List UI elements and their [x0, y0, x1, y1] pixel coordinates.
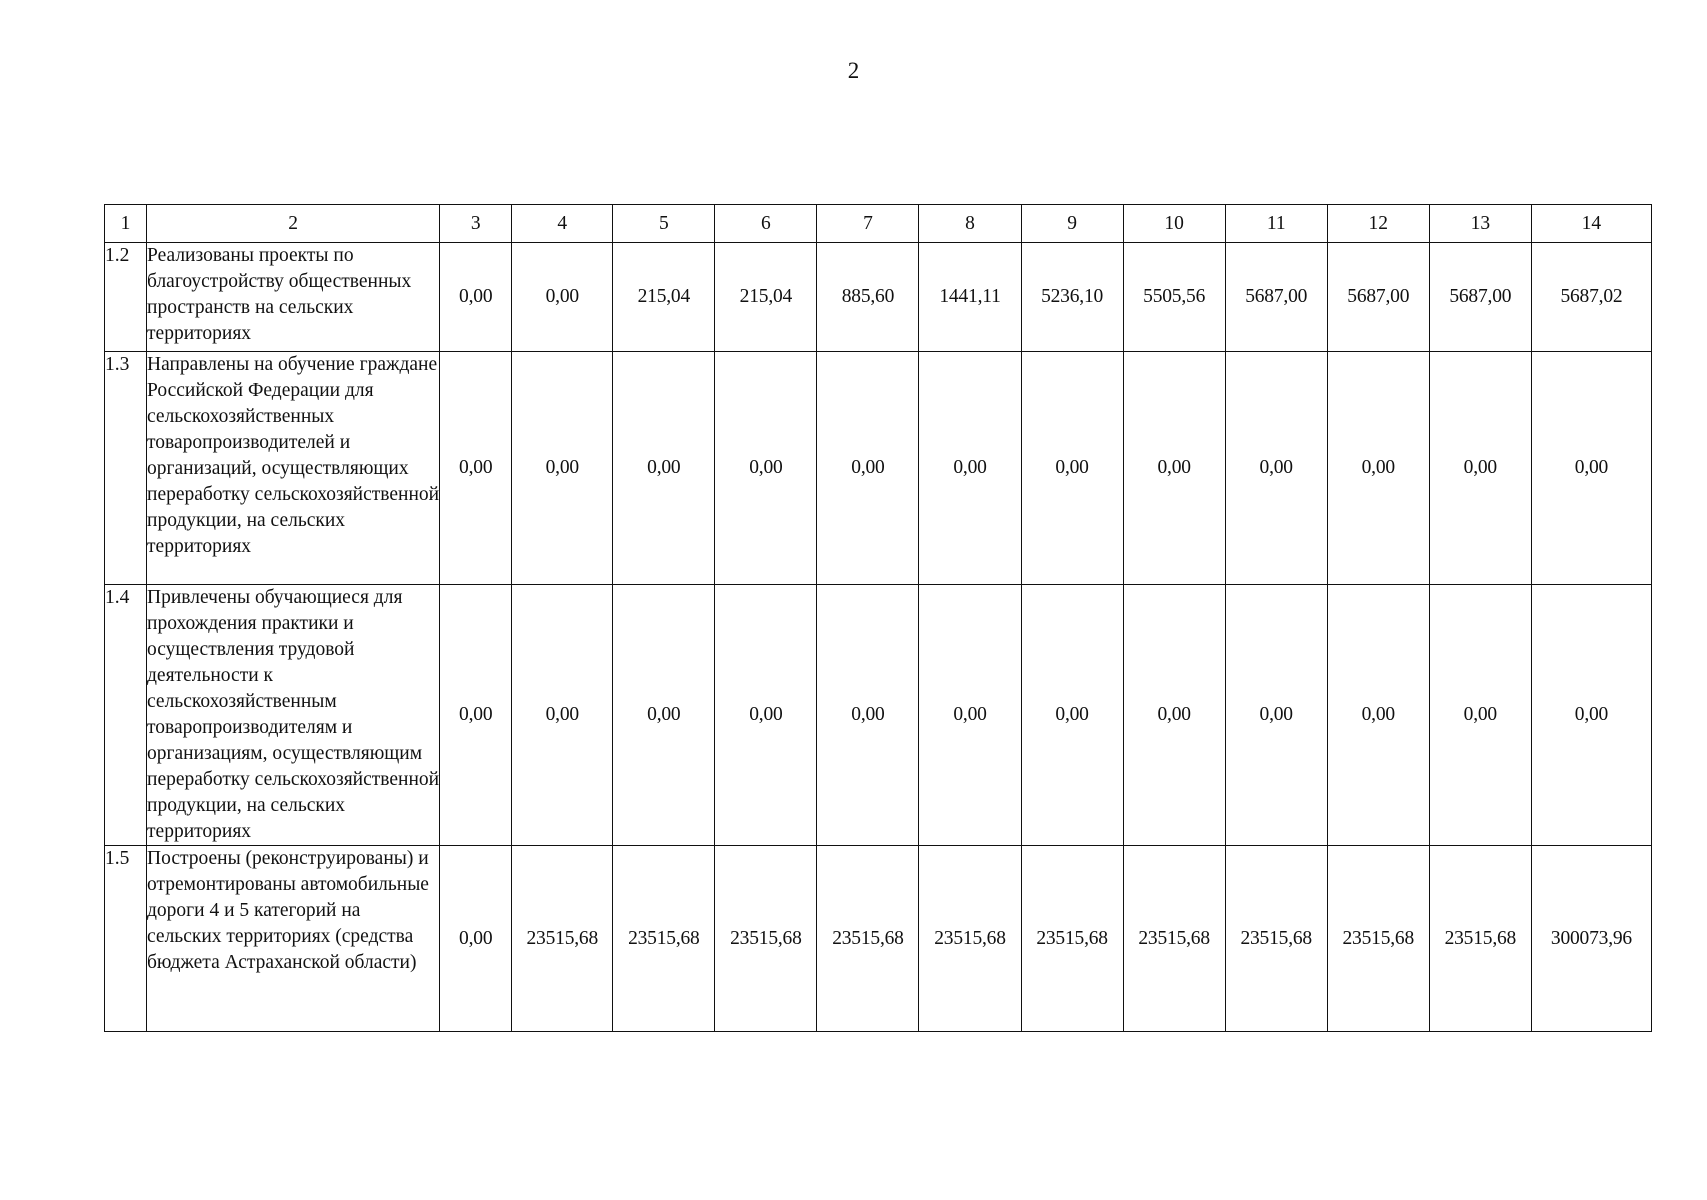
column-header: 3 [440, 205, 512, 243]
value-cell: 23515,68 [1429, 846, 1531, 1032]
value-cell: 0,00 [512, 243, 613, 352]
value-cell: 215,04 [715, 243, 817, 352]
value-cell: 0,00 [1531, 585, 1651, 846]
column-header: 7 [817, 205, 919, 243]
value-cell: 0,00 [440, 846, 512, 1032]
row-number: 1.3 [105, 352, 147, 585]
column-header: 6 [715, 205, 817, 243]
value-cell: 0,00 [1123, 585, 1225, 846]
value-cell: 215,04 [613, 243, 715, 352]
value-cell: 0,00 [1429, 585, 1531, 846]
column-header: 14 [1531, 205, 1651, 243]
table-row [105, 846, 1652, 1032]
value-cell: 1441,11 [919, 243, 1021, 352]
value-cell: 0,00 [440, 585, 512, 846]
row-number: 1.5 [105, 846, 147, 1032]
value-cell: 885,60 [817, 243, 919, 352]
value-cell: 0,00 [1429, 352, 1531, 585]
column-header: 4 [512, 205, 613, 243]
value-cell: 23515,68 [1123, 846, 1225, 1032]
value-cell: 0,00 [512, 585, 613, 846]
row-number: 1.4 [105, 585, 147, 846]
value-cell: 0,00 [817, 585, 919, 846]
column-header: 10 [1123, 205, 1225, 243]
value-cell: 23515,68 [817, 846, 919, 1032]
value-cell: 23515,68 [1225, 846, 1327, 1032]
column-header: 5 [613, 205, 715, 243]
value-cell: 0,00 [613, 585, 715, 846]
value-cell: 0,00 [440, 243, 512, 352]
value-cell: 23515,68 [1021, 846, 1123, 1032]
column-header: 1 [105, 205, 147, 243]
value-cell: 5687,00 [1225, 243, 1327, 352]
value-cell: 23515,68 [1327, 846, 1429, 1032]
value-cell: 5236,10 [1021, 243, 1123, 352]
column-header: 9 [1021, 205, 1123, 243]
value-cell: 23515,68 [613, 846, 715, 1032]
value-cell: 0,00 [817, 352, 919, 585]
value-cell: 0,00 [1327, 352, 1429, 585]
value-cell: 0,00 [613, 352, 715, 585]
row-number: 1.2 [105, 243, 147, 352]
value-cell: 5687,02 [1531, 243, 1651, 352]
value-cell: 0,00 [440, 352, 512, 585]
column-header: 8 [919, 205, 1021, 243]
value-cell: 0,00 [1531, 352, 1651, 585]
value-cell: 0,00 [1021, 585, 1123, 846]
page-number: 2 [847, 58, 860, 83]
header-row [105, 205, 1652, 243]
column-header: 13 [1429, 205, 1531, 243]
table-row [105, 585, 1652, 846]
row-description: Направлены на обучение граждане Российской Федерации для сельскохозяйственных товаропроизводителей и организаций, осуществляющих переработку сельскохозяйственной продукции, на сельских территориях [147, 352, 440, 585]
column-header: 2 [147, 205, 440, 243]
value-cell: 5505,56 [1123, 243, 1225, 352]
value-cell: 0,00 [715, 585, 817, 846]
value-cell: 0,00 [1123, 352, 1225, 585]
indicators-table [104, 204, 1652, 1032]
value-cell: 300073,96 [1531, 846, 1651, 1032]
row-description: Реализованы проекты по благоустройству общественных пространств на сельских территориях [147, 243, 440, 352]
value-cell: 0,00 [1225, 585, 1327, 846]
value-cell: 0,00 [1021, 352, 1123, 585]
value-cell: 5687,00 [1429, 243, 1531, 352]
value-cell: 0,00 [919, 352, 1021, 585]
value-cell: 23515,68 [512, 846, 613, 1032]
value-cell: 23515,68 [919, 846, 1021, 1032]
row-description: Построены (реконструированы) и отремонтированы автомобильные дороги 4 и 5 категорий на сельских территориях (средства бюджета Астраханской области) [147, 846, 440, 1032]
table-row [105, 243, 1652, 352]
value-cell: 5687,00 [1327, 243, 1429, 352]
column-header: 11 [1225, 205, 1327, 243]
value-cell: 0,00 [1327, 585, 1429, 846]
value-cell: 23515,68 [715, 846, 817, 1032]
table-row [105, 352, 1652, 585]
value-cell: 0,00 [512, 352, 613, 585]
value-cell: 0,00 [1225, 352, 1327, 585]
row-description: Привлечены обучающиеся для прохождения практики и осуществления трудовой деятельности к сельскохозяйственным товаропроизводителям и организациям, осуществляющим переработку сельскохозяйственной продукции, на сельских территориях [147, 585, 440, 846]
value-cell: 0,00 [919, 585, 1021, 846]
value-cell: 0,00 [715, 352, 817, 585]
column-header: 12 [1327, 205, 1429, 243]
